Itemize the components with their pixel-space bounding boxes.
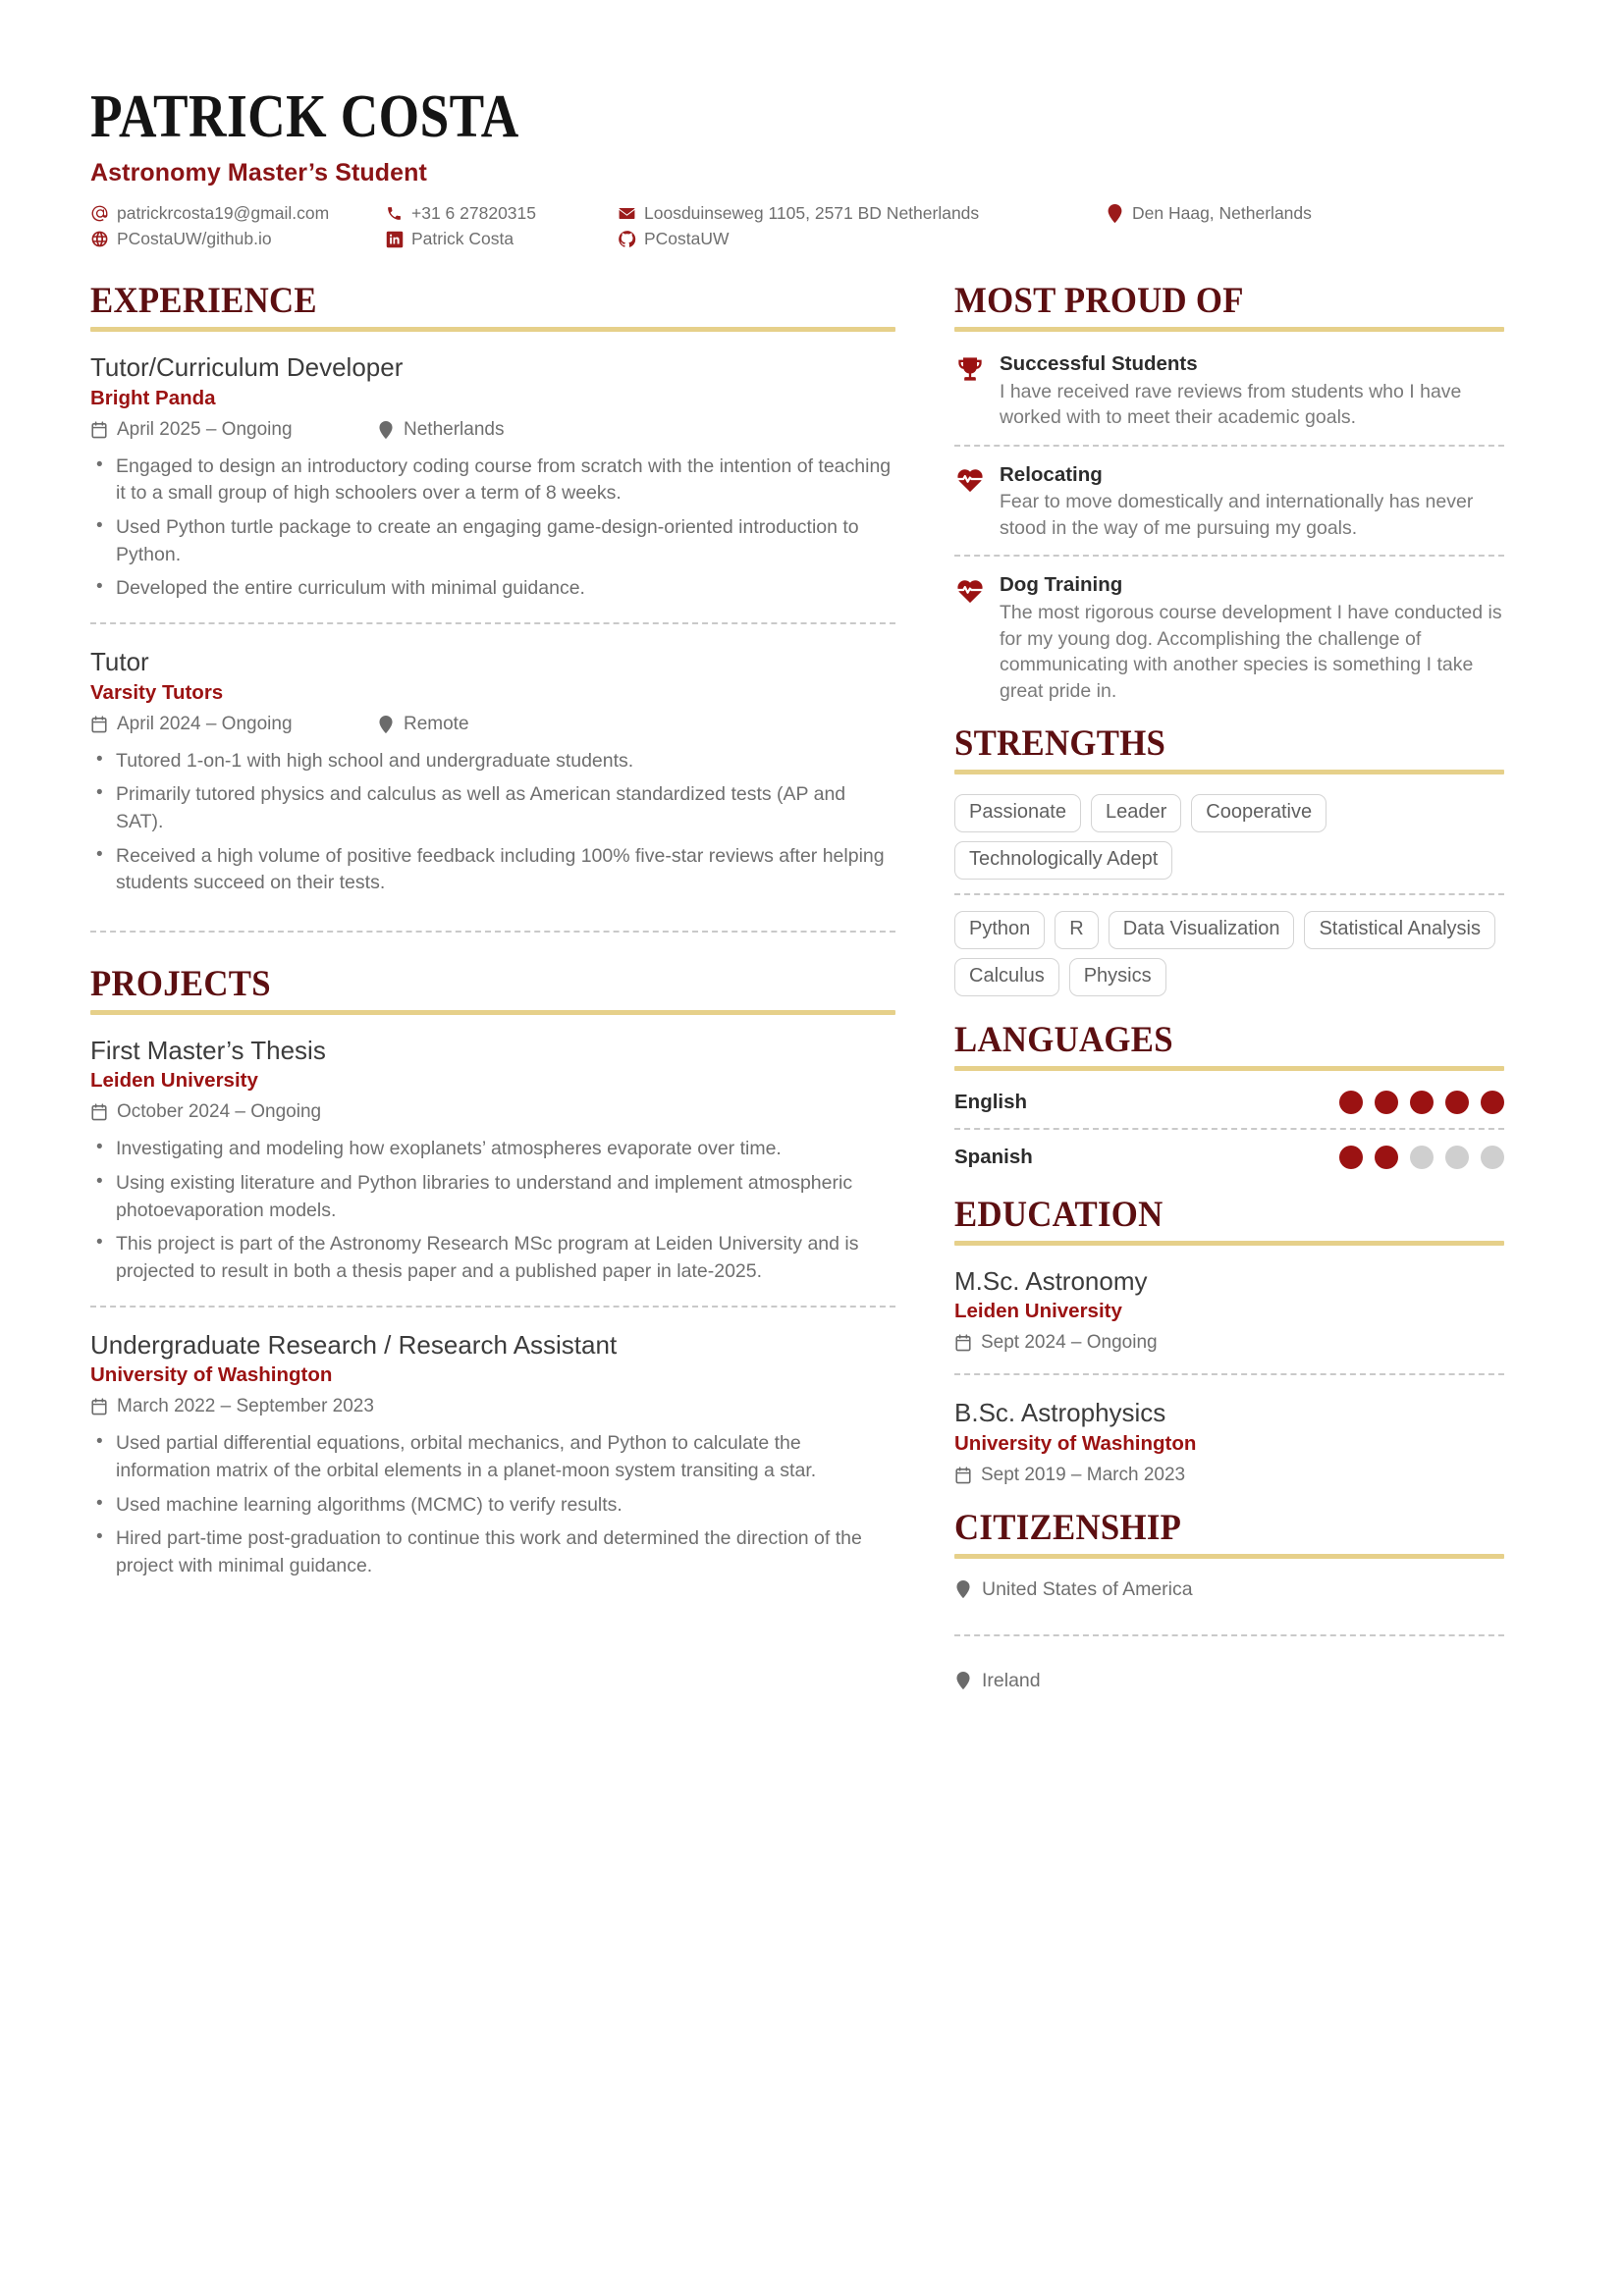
contact-row-2 (90, 229, 1534, 249)
tag-group-separator (954, 893, 1504, 895)
location-pin-icon (954, 1672, 971, 1690)
bullet-item: • Used Python turtle package to create an engaging game-design-oriented introduction to Python. (90, 514, 895, 568)
contact-github-text: PCostaUW (644, 229, 730, 249)
location-pin-icon (377, 715, 394, 733)
item-separator (954, 445, 1504, 447)
resume-body (90, 283, 1534, 1695)
entry-bullets (90, 1136, 895, 1285)
education-degree: B.Sc. Astrophysics (954, 1398, 1166, 1428)
bullet-item: • Received a high volume of positive feedback including 100% five-star reviews after helping students succeed on their tests. (90, 843, 895, 897)
section-rule (954, 327, 1504, 332)
section-rule (90, 1010, 895, 1015)
resume-header (90, 83, 1534, 249)
trophy-icon (954, 354, 986, 384)
proud-item (954, 462, 1504, 542)
bullet-item: • Tutored 1-on-1 with high school and undergraduate students. (90, 748, 895, 775)
proud-item (954, 351, 1504, 431)
language-name: Spanish (954, 1145, 1033, 1168)
rating-dot (1375, 1091, 1398, 1114)
section-education (954, 1194, 1504, 1486)
bullet-item: • This project is part of the Astronomy Research MSc program at Leiden University and is projected to result in both a thesis paper and a published paper in late-2025. (90, 1231, 895, 1285)
proud-description: Fear to move domestically and internationally has never stood in the way of me pursuing my goals. (1000, 491, 1474, 539)
bullet-item: • Investigating and modeling how exoplanets’ atmospheres evaporate over time. (90, 1136, 895, 1163)
skills-tag-group (954, 911, 1504, 996)
language-row (954, 1146, 1504, 1169)
section-title-languages: LANGUAGES (954, 1019, 1173, 1060)
rating-dot (1445, 1146, 1469, 1169)
proud-description: The most rigorous course development I have conducted is for my young dog. Accomplishing the challenge of communicating with another species is something I take great pride in. (1000, 602, 1502, 702)
entry-location-text: Netherlands (404, 418, 505, 440)
entry-separator (90, 1306, 895, 1308)
right-column (954, 283, 1504, 1695)
entry-organization: Varsity Tutors (90, 680, 224, 704)
entry-meta (90, 1396, 895, 1417)
at-icon (90, 204, 109, 223)
experience-entry (90, 351, 895, 603)
location-pin-icon (1106, 204, 1124, 223)
entry-location-text: Remote (404, 713, 469, 734)
phone-icon (385, 204, 404, 223)
education-school: Leiden University (954, 1300, 1122, 1323)
language-separator (954, 1128, 1504, 1130)
linkedin-icon (385, 230, 404, 248)
experience-entry (90, 646, 895, 897)
education-date-text: Sept 2024 – Ongoing (981, 1332, 1158, 1354)
entry-bullets (90, 1430, 895, 1579)
education-entry (954, 1265, 1504, 1355)
rating-dot (1375, 1146, 1398, 1169)
bullet-item: • Developed the entire curriculum with minimal guidance. (90, 575, 895, 603)
citizenship-row (954, 1578, 1504, 1601)
location-pin-icon (954, 1580, 971, 1599)
proud-title: Relocating (1000, 462, 1103, 486)
skill-tag[interactable]: Calculus (954, 958, 1059, 996)
section-title-citizenship: CITIZENSHIP (954, 1507, 1182, 1548)
contact-location-text: Den Haag, Netherlands (1132, 203, 1312, 224)
contact-phone-text: +31 6 27820315 (411, 203, 537, 224)
bullet-item: • Using existing literature and Python libraries to understand and implement atmospheric photoevaporation models. (90, 1170, 895, 1224)
contact-website-text: PCostaUW/github.io (117, 229, 272, 249)
language-rating (1339, 1146, 1504, 1169)
section-title-strengths: STRENGTHS (954, 723, 1166, 765)
entry-separator (90, 622, 895, 624)
contact-address-text: Loosduinseweg 1105, 2571 BD Netherlands (644, 203, 980, 224)
entry-bullets (90, 748, 895, 897)
education-date (954, 1465, 1504, 1486)
proud-item (954, 572, 1504, 704)
rating-dot (1410, 1091, 1434, 1114)
proud-body (1000, 462, 1504, 542)
section-title-education: EDUCATION (954, 1194, 1164, 1235)
entry-date-text: April 2025 – Ongoing (117, 418, 293, 440)
globe-icon (90, 230, 109, 248)
contact-location (1106, 203, 1312, 224)
section-separator (90, 931, 895, 933)
contact-email-text: patrickrcosta19@gmail.com (117, 203, 330, 224)
section-rule (954, 1554, 1504, 1559)
entry-organization: Bright Panda (90, 386, 216, 409)
skill-tag[interactable]: Data Visualization (1109, 911, 1295, 949)
education-school: University of Washington (954, 1431, 1197, 1455)
section-strengths (954, 725, 1504, 996)
section-citizenship (954, 1507, 1504, 1692)
section-languages (954, 1019, 1504, 1169)
section-rule (954, 1241, 1504, 1246)
github-icon (618, 230, 636, 248)
education-degree: M.Sc. Astronomy (954, 1265, 1148, 1296)
contact-info (90, 203, 1534, 249)
entry-meta (90, 419, 895, 441)
envelope-icon (618, 204, 636, 223)
project-entry (90, 1329, 895, 1580)
entry-meta (90, 714, 895, 735)
citizenship-separator (954, 1634, 1504, 1636)
proud-title: Dog Training (1000, 573, 1123, 597)
contact-linkedin-text: Patrick Costa (411, 229, 514, 249)
citizenship-text: Ireland (982, 1669, 1041, 1691)
section-experience (90, 283, 895, 897)
rating-dot (1445, 1091, 1469, 1114)
candidate-subtitle: Astronomy Master’s Student (90, 159, 427, 187)
section-rule (954, 1066, 1504, 1071)
strength-tag[interactable]: Leader (1091, 794, 1181, 832)
contact-email[interactable] (90, 203, 385, 224)
skill-tag[interactable]: R (1055, 911, 1098, 949)
section-projects (90, 963, 895, 1580)
skill-tag[interactable]: Physics (1069, 958, 1166, 996)
entry-date (90, 1396, 377, 1417)
item-separator (954, 555, 1504, 557)
contact-website[interactable] (90, 229, 385, 249)
section-rule (954, 770, 1504, 774)
bullet-item: • Hired part-time post-graduation to continue this work and determined the direction of the project with minimal guidance. (90, 1525, 895, 1579)
rating-dot (1410, 1146, 1434, 1169)
proud-title: Successful Students (1000, 352, 1198, 376)
calendar-icon (90, 1398, 107, 1416)
location-pin-icon (377, 420, 394, 439)
entry-role: Tutor (90, 647, 149, 677)
section-title-projects: PROJECTS (90, 963, 271, 1004)
education-date (954, 1332, 1504, 1354)
entry-organization: University of Washington (90, 1363, 333, 1387)
strengths-tag-group (954, 794, 1504, 880)
entry-date (90, 1101, 377, 1123)
language-row (954, 1091, 1504, 1114)
proud-body (1000, 572, 1504, 704)
section-title-most-proud-of: MOST PROUD OF (954, 281, 1244, 322)
strength-tag[interactable]: Technologically Adept (954, 841, 1172, 880)
citizenship-row (954, 1670, 1504, 1692)
strength-tag[interactable]: Passionate (954, 794, 1081, 832)
skill-tag[interactable]: Statistical Analysis (1304, 911, 1495, 949)
project-entry (90, 1035, 895, 1286)
contact-address (618, 203, 1106, 224)
heart-pulse-icon (954, 575, 986, 605)
entry-role: First Master’s Thesis (90, 1035, 326, 1065)
education-date-text: Sept 2019 – March 2023 (981, 1464, 1186, 1485)
left-column (90, 283, 895, 1597)
heart-pulse-icon (954, 465, 986, 495)
section-title-experience: EXPERIENCE (90, 281, 317, 322)
entry-date-text: March 2022 – September 2023 (117, 1396, 374, 1417)
calendar-icon (90, 715, 107, 733)
proud-body (1000, 351, 1504, 431)
entry-location (377, 419, 504, 441)
contact-linkedin[interactable] (385, 229, 618, 249)
language-rating (1339, 1091, 1504, 1114)
entry-date (90, 714, 377, 735)
skill-tag[interactable]: Python (954, 911, 1045, 949)
contact-phone[interactable] (385, 203, 618, 224)
rating-dot (1339, 1146, 1363, 1169)
calendar-icon (954, 1334, 971, 1353)
calendar-icon (90, 1103, 107, 1122)
entry-date-text: October 2024 – Ongoing (117, 1101, 322, 1123)
entry-meta (90, 1101, 895, 1123)
entry-organization: Leiden University (90, 1069, 258, 1093)
language-name: English (954, 1090, 1028, 1113)
citizenship-text: United States of America (982, 1577, 1193, 1600)
entry-role: Tutor/Curriculum Developer (90, 352, 404, 383)
candidate-name: PATRICK COSTA (90, 83, 519, 150)
contact-row-1 (90, 203, 1534, 224)
bullet-item: • Engaged to design an introductory coding course from scratch with the intention of teaching it to a small group of high schoolers over a term of 8 weeks. (90, 454, 895, 507)
rating-dot (1339, 1091, 1363, 1114)
bullet-item: • Used partial differential equations, orbital mechanics, and Python to calculate the information matrix of the orbital elements in a planet-moon system transiting a star. (90, 1430, 895, 1484)
entry-bullets (90, 454, 895, 603)
calendar-icon (954, 1466, 971, 1484)
entry-date (90, 419, 377, 441)
education-separator (954, 1373, 1504, 1375)
contact-github[interactable] (618, 229, 730, 249)
bullet-item: • Primarily tutored physics and calculus as well as American standardized tests (AP and SAT). (90, 781, 895, 835)
rating-dot (1481, 1091, 1504, 1114)
section-most-proud-of (954, 283, 1504, 704)
education-entry (954, 1397, 1504, 1486)
entry-role: Undergraduate Research / Research Assistant (90, 1329, 618, 1360)
entry-location (377, 714, 469, 735)
strength-tag[interactable]: Cooperative (1191, 794, 1326, 832)
entry-date-text: April 2024 – Ongoing (117, 713, 293, 734)
bullet-item: • Used machine learning algorithms (MCMC) to verify results. (90, 1492, 895, 1520)
rating-dot (1481, 1146, 1504, 1169)
section-rule (90, 327, 895, 332)
proud-description: I have received rave reviews from students who I have worked with to meet their academic goals. (1000, 380, 1462, 429)
calendar-icon (90, 420, 107, 439)
